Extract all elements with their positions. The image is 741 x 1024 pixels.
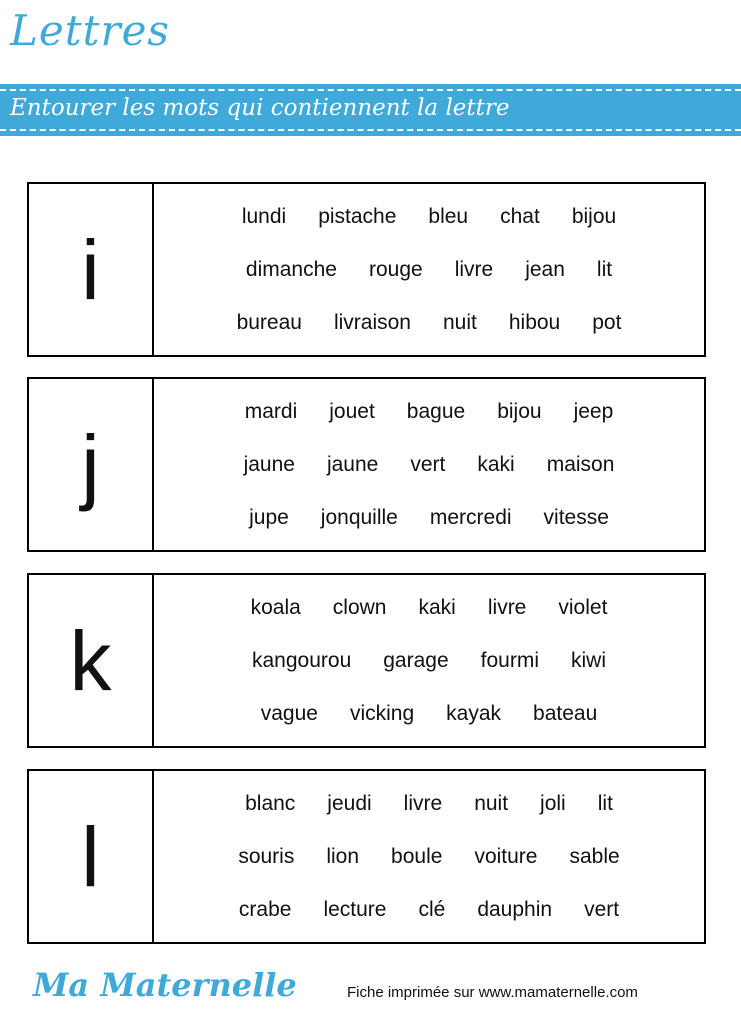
word-item[interactable]: bleu: [428, 204, 469, 228]
footer-note: Fiche imprimée sur www.mamaternelle.com: [347, 984, 638, 1001]
word-item[interactable]: fourmi: [480, 648, 539, 672]
target-letter: i: [29, 184, 154, 355]
word-item[interactable]: voiture: [474, 844, 538, 868]
word-row: [154, 588, 704, 628]
word-item[interactable]: kayak: [446, 701, 502, 725]
word-item[interactable]: lit: [596, 257, 613, 281]
word-item[interactable]: livre: [487, 595, 527, 619]
word-item[interactable]: lion: [326, 844, 360, 868]
word-item[interactable]: pot: [592, 310, 622, 334]
word-item[interactable]: nuit: [442, 310, 477, 334]
word-item[interactable]: vague: [260, 701, 318, 725]
word-grid: [154, 575, 704, 746]
word-item[interactable]: lit: [597, 791, 613, 815]
exercise-box-i: [27, 182, 706, 357]
word-item[interactable]: jouet: [329, 399, 375, 423]
word-item[interactable]: nuit: [474, 791, 509, 815]
word-item[interactable]: bijou: [571, 204, 617, 228]
brand-logo: Ma Maternelle: [33, 966, 297, 1004]
word-item[interactable]: rouge: [368, 257, 423, 281]
word-item[interactable]: crabe: [238, 897, 292, 921]
word-item[interactable]: mardi: [244, 399, 298, 423]
word-item[interactable]: kaki: [418, 595, 456, 619]
word-item[interactable]: pistache: [318, 204, 397, 228]
word-item[interactable]: souris: [238, 844, 295, 868]
word-row: [154, 890, 704, 930]
word-row: [154, 837, 704, 877]
word-item[interactable]: vert: [584, 897, 620, 921]
word-item[interactable]: jaune: [326, 452, 379, 476]
word-item[interactable]: mercredi: [429, 505, 512, 529]
word-item[interactable]: boule: [391, 844, 443, 868]
word-row: [154, 250, 704, 290]
word-item[interactable]: sable: [569, 844, 620, 868]
word-item[interactable]: clé: [418, 897, 446, 921]
word-item[interactable]: bijou: [497, 399, 542, 423]
word-item[interactable]: jupe: [249, 505, 289, 529]
word-item[interactable]: jeep: [573, 399, 614, 423]
word-item[interactable]: kangourou: [252, 648, 352, 672]
word-item[interactable]: hibou: [508, 310, 561, 334]
word-grid: [154, 379, 704, 550]
word-row: [154, 445, 704, 485]
word-row: [154, 392, 704, 432]
word-item[interactable]: vert: [410, 452, 446, 476]
word-item[interactable]: livre: [403, 791, 443, 815]
exercise-box-k: [27, 573, 706, 748]
word-item[interactable]: kiwi: [571, 648, 606, 672]
word-item[interactable]: maison: [546, 452, 615, 476]
target-letter: j: [29, 379, 154, 550]
word-item[interactable]: jonquille: [320, 505, 398, 529]
target-letter: k: [29, 575, 154, 746]
word-item[interactable]: clown: [332, 595, 387, 619]
word-item[interactable]: garage: [383, 648, 449, 672]
word-item[interactable]: jeudi: [327, 791, 372, 815]
word-item[interactable]: livre: [454, 257, 494, 281]
word-item[interactable]: bateau: [533, 701, 598, 725]
word-item[interactable]: jaune: [243, 452, 295, 476]
word-item[interactable]: lundi: [241, 204, 287, 228]
word-item[interactable]: joli: [540, 791, 566, 815]
exercise-box-j: [27, 377, 706, 552]
word-row: [154, 197, 704, 237]
word-row: [154, 303, 704, 343]
word-item[interactable]: kaki: [477, 452, 515, 476]
page-title: Lettres: [10, 6, 170, 55]
word-item[interactable]: dauphin: [477, 897, 553, 921]
target-letter: l: [29, 771, 154, 942]
word-item[interactable]: violet: [558, 595, 608, 619]
exercise-box-l: [27, 769, 706, 944]
instruction-banner: [0, 84, 741, 136]
word-item[interactable]: vitesse: [543, 505, 609, 529]
word-item[interactable]: lecture: [323, 897, 387, 921]
word-item[interactable]: dimanche: [245, 257, 337, 281]
word-item[interactable]: chat: [500, 204, 540, 228]
word-row: [154, 641, 704, 681]
word-item[interactable]: koala: [250, 595, 301, 619]
word-item[interactable]: bureau: [236, 310, 302, 334]
word-row: [154, 694, 704, 734]
word-item[interactable]: vicking: [349, 701, 415, 725]
word-item[interactable]: blanc: [245, 791, 296, 815]
word-row: [154, 498, 704, 538]
word-grid: [154, 184, 704, 355]
instruction-text: Entourer les mots qui contiennent la lettre: [10, 95, 510, 121]
word-grid: [154, 771, 704, 942]
word-item[interactable]: bague: [406, 399, 466, 423]
word-row: [154, 784, 704, 824]
word-item[interactable]: livraison: [333, 310, 411, 334]
word-item[interactable]: jean: [525, 257, 565, 281]
